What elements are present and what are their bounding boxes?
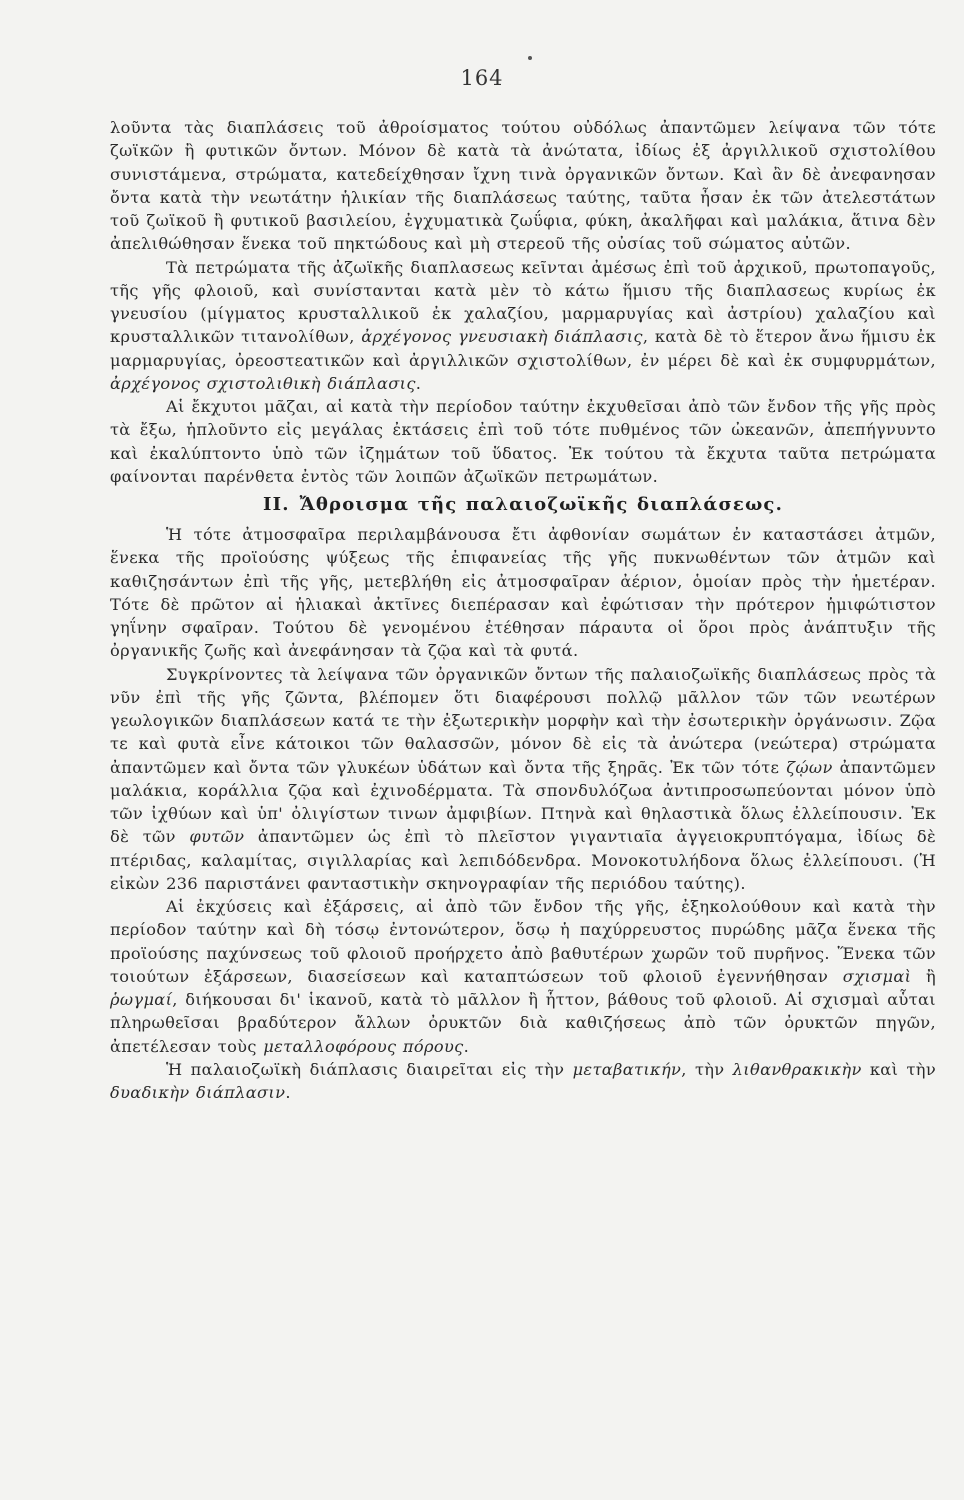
page-number: 164 — [460, 66, 504, 90]
paragraph — [110, 395, 936, 488]
paragraph — [110, 895, 936, 1058]
text-run: . — [415, 373, 422, 393]
italic-term: ἀρχέγονος σχιστολιθικὴ διάπλασις — [110, 373, 416, 393]
section-number: II. — [262, 494, 290, 515]
italic-term: φυτῶν — [189, 827, 245, 847]
text-run: , κατὰ δὲ τὸ ἕτερον ἄνω ἥμισυ ἐκ μαρμαρυγίας, ὀρεοστεατικῶν καὶ ἀργιλλικῶν σχιστολίθων, ἐν μέρει δὲ καὶ ἐκ συμφυρμάτων, — [110, 327, 937, 370]
text-run: ἀπαντῶμεν ὡς ἐπὶ τὸ πλεῖστον γιγαντιαῖα ἀγγειοκρυπτόγαμα, ἰδίως δὲ πτέριδας, καλαμίτας, σιγιλλαρίας καὶ λεπιδόδενδρα. Μονοκοτυλήδονα ὅλως ἐλλείπουσι. (Ἡ εἰκὼν 236 παριστάνει φανταστικὴν σκηνογραφίαν τῆς περιόδου ταύτης). — [110, 827, 937, 893]
paragraph — [110, 1058, 936, 1105]
italic-term: λιθανθρακικὴν — [732, 1059, 862, 1079]
paragraph — [110, 523, 936, 663]
text-run: καὶ τὴν — [861, 1059, 937, 1079]
italic-term: δυαδικὴν διάπλασιν — [110, 1083, 286, 1102]
text-run: Αἱ ἔκχυτοι μᾶζαι, αἱ κατὰ τὴν περίοδον ταύτην ἐκχυθεῖσαι ἀπὸ τῶν ἔνδον τῆς γῆς πρὸς τὰ ἔξω, ἡπλοῦντο εἰς μεγάλας ἐκτάσεις ἐπὶ τοῦ τότε πυθμένος τῶν ὠκεανῶν, ἀπεπήγνυντο καὶ ἐκαλύπτοντο ὑπὸ τῶν ἰζημάτων τοῦ ὕδατος. Ἐκ τούτου τὰ ἔκχυτα ταῦτα πετρώματα φαίνονται παρένθετα ἐντὸς τῶν λοιπῶν ἀζωϊκῶν πετρωμάτων. — [110, 397, 936, 486]
italic-term: ζῴων — [786, 757, 833, 777]
text-run: Συγκρίνοντες τὰ λείψανα τῶν ὀργανικῶν ὄντων τῆς παλαιοζωϊκῆς διαπλάσεως πρὸς τὰ νῦν ἐπὶ τῆς γῆς ζῶντα, βλέπομεν ὅτι διαφέρουσι πολλῷ μᾶλλον τῶν τῶν νεωτέρων γεωλογικῶν διαπλάσεων κατά τε τὴν ἐξωτερικὴν μορφὴν καὶ τὴν ἐσωτερικὴν ὀργάνωσιν. Ζῷα τε καὶ φυτὰ εἶνε κάτοικοι τῶν θαλασσῶν, μόνον δὲ εἰς τὰ ἀνώτερα (νεώτερα) στρώματα ἀπαντῶμεν καὶ ὄντα τῶν γλυκέων ὑδάτων καὶ ὄντα τῆς ξηρᾶς. Ἐκ τῶν τότε — [110, 664, 936, 777]
italic-term: μεταλλοφόρους πόρους — [263, 1036, 464, 1056]
text-run: . — [463, 1036, 470, 1056]
text-run: , τὴν — [681, 1059, 733, 1079]
italic-term: σχισμαὶ — [842, 966, 912, 986]
paragraph — [110, 116, 936, 256]
italic-term: μεταβατικήν — [572, 1059, 682, 1079]
italic-term: ἀρχέγονος γνευσιακὴ διάπλασις — [361, 327, 643, 347]
section-heading — [110, 492, 936, 518]
section-title-text: Ἄθροισμα τῆς παλαιοζωϊκῆς διαπλάσεως. — [299, 494, 784, 515]
text-run: Ἡ παλαιοζωϊκὴ διάπλασις διαιρεῖται εἰς τὴν — [166, 1059, 573, 1079]
paragraph — [110, 256, 936, 396]
ink-dot — [528, 56, 532, 60]
text-run: Ἡ τότε ἀτμοσφαῖρα περιλαμβάνουσα ἔτι ἀφθονίαν σωμάτων ἐν καταστάσει ἀτμῶν, ἕνεκα τῆς προϊούσης ψύξεως τῆς ἐπιφανείας τῆς γῆς πυκνωθέντων τῶν ἀτμῶν καὶ καθιζησάντων ἐπὶ τῆς γῆς, μετεβλήθη εἰς ἀτμοσφαῖραν ἀέριον, ὁμοίαν πρὸς τὴν ἡμετέραν. Τότε δὲ πρῶτον αἱ ἡλιακαὶ ἀκτῖνες διεπέρασαν καὶ ἐφώτισαν τὴν πρότερον ἡμιφώτιστον γηΐνην σφαῖραν. Τούτου δὲ γενομένου ἐτέθησαν πάραυτα οἱ ὅροι πρὸς ἀνάπτυξιν τῆς ὀργανικῆς ζωῆς καὶ ἀνεφάνησαν τὰ ζῷα καὶ τὰ φυτά. — [110, 525, 936, 661]
italic-term: ῥωγμαί — [110, 990, 173, 1009]
text-run: λοῦντα τὰς διαπλάσεις τοῦ ἀθροίσματος τούτου οὐδόλως ἀπαντῶμεν λείψανα τῶν τότε ζωϊκῶν ἢ φυτικῶν ὄντων. Μόνον δὲ κατὰ τὰ ἀνώτατα, ἰδίως ἐξ ἀργιλλικοῦ σχιστολίθου συνιστάμενα, στρώματα, κατεδείχθησαν ἴχνη τινὰ ὀργανικῶν ὄντων. Καὶ ἂν δὲ ἀνεφανησαν ὄντα κατὰ τὴν νεωτάτην ἡλικίαν τῆς διαπλάσεως ταύτης, ταῦτα ἦσαν ἐκ τῶν ἀτελεστάτων τοῦ ζωϊκοῦ ἢ φυτικοῦ βασιλείου, ἐγχυματικὰ ζωΰφια, φύκη, ἀκαλῆφαι καὶ μαλάκια, ἅτινα δὲν ἀπελιθώθησαν ἕνεκα τοῦ πηκτώδους καὶ μὴ στερεοῦ τῆς οὐσίας τοῦ σώματος αὐτῶν. — [110, 118, 936, 254]
text-run: . — [285, 1083, 291, 1102]
text-run: , διήκουσαι δι' ἱκανοῦ, κατὰ τὸ μᾶλλον ἢ ἧττον, βάθους τοῦ φλοιοῦ. Αἱ σχισμαὶ αὗται πληρωθεῖσαι βραδύτερον ἄλλων ὀρυκτῶν διὰ καθιζήσεως ἀπὸ τῶν ὀρυκτῶν πηγῶν, ἀπετέλεσαν τοὺς — [110, 990, 936, 1056]
paragraph — [110, 663, 936, 896]
text-run: ἀπαντῶμεν μαλάκια, κοράλλια ζῷα καὶ ἐχινοδέρματα. Τὰ σπονδυλόζωα ἀντιπροσωπεύονται μόνον ὑπὸ τῶν ἰχθύων καὶ ὑπ' ὀλιγίστων τινων ἀμφιβίων. Πτηνὰ καὶ θηλαστικὰ ὅλως ἐλλείπουσιν. Ἐκ δὲ τῶν — [110, 757, 937, 847]
body-text — [110, 116, 936, 1104]
text-run: Τὰ πετρώματα τῆς ἀζωϊκῆς διαπλασεως κεῖνται ἀμέσως ἐπὶ τοῦ ἀρχικοῦ, πρωτοπαγοῦς, τῆς γῆς φλοιοῦ, καὶ συνίστανται κατὰ μὲν τὸ κάτω ἥμισυ τῆς διαπλασεως κυρίως ἐκ γνευσίου (μίγματος κρυσταλλικοῦ ἐκ χαλαζίου, μαρμαρυγίας καὶ ἀστρίου) χαλαζίου καὶ κρυσταλλικῶν τιτανολίθων, — [110, 257, 936, 347]
text-run: ἢ — [911, 966, 936, 986]
text-run: Αἱ ἐκχύσεις καὶ ἐξάρσεις, αἱ ἀπὸ τῶν ἔνδον τῆς γῆς, ἐξηκολούθουν καὶ κατὰ τὴν περίοδον ταύτην καὶ δὴ τόσῳ ἐντονώτερον, ὅσῳ ἡ παχύρρευστος πυρώδης μᾶζα ἕνεκα τῆς προϊούσης παχύνσεως τοῦ φλοιοῦ προήρχετο ἀπὸ βαθυτέρων χωρῶν τοῦ πυρῆνος. Ἕνεκα τῶν τοιούτων ἐξάρσεων, διασείσεων καὶ καταπτώσεων τοῦ φλοιοῦ ἐγεννήθησαν — [110, 897, 936, 986]
